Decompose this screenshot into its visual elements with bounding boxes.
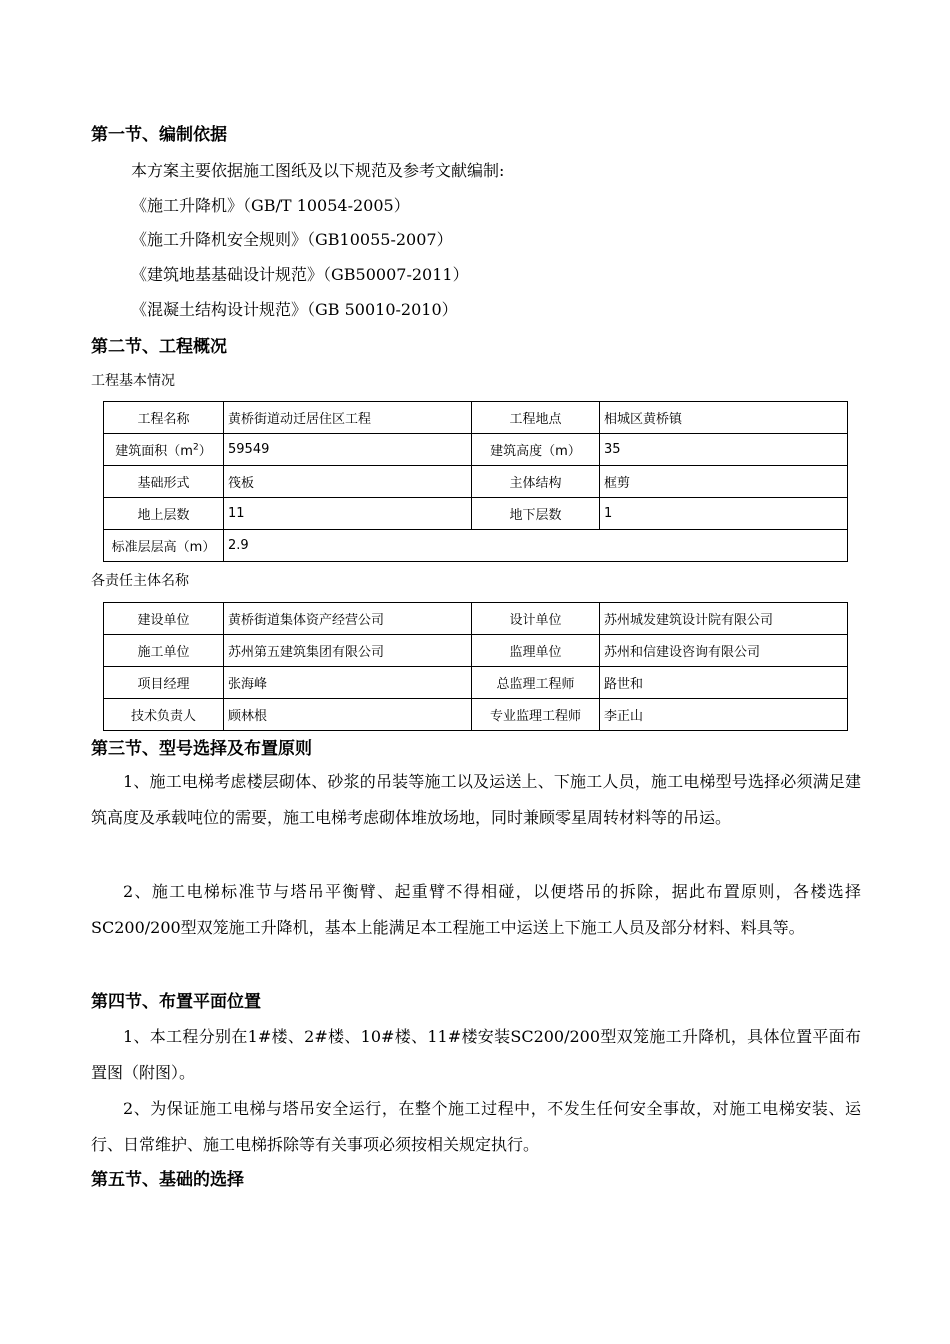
table-cell-value: 2.9 (224, 530, 848, 562)
table-cell-value: 苏州城发建筑设计院有限公司 (600, 603, 848, 635)
table-cell-value: 路世和 (600, 667, 848, 699)
table-cell-label: 专业监理工程师 (472, 699, 600, 731)
table-cell-label (104, 434, 224, 466)
table-cell-value: 框剪 (600, 466, 848, 498)
section-4-paragraph-1: 1、本工程分别在1#楼、2#楼、10#楼、11#楼安装SC200/200型双笼施工升降机，具体位置平面布置图（附图）。 (91, 1027, 861, 1082)
section-1-title: 第一节、编制依据 (91, 125, 227, 145)
table-row (104, 466, 848, 498)
area-label-superscript: 2 (192, 442, 199, 453)
table-row (104, 498, 848, 530)
table-cell-label: 监理单位 (472, 635, 600, 667)
table-row (104, 434, 848, 466)
table-cell-value: 顾林根 (224, 699, 472, 731)
table-cell-label: 技术负责人 (104, 699, 224, 731)
table-row (104, 699, 848, 731)
area-label-close: ） (198, 444, 212, 459)
section-3-paragraph-2: 2、施工电梯标准节与塔吊平衡臂、起重臂不得相碰，以便塔吊的拆除，据此布置原则，各楼选择SC200/200型双笼施工升降机，基本上能满足本工程施工中运送上下施工人员及部分材料、料具等。 (91, 882, 861, 937)
table-cell-label: 基础形式 (104, 466, 224, 498)
table-cell-value: 59549 (224, 434, 472, 466)
table-cell-value: 黄桥街道集体资产经营公司 (224, 603, 472, 635)
section-5-title: 第五节、基础的选择 (91, 1170, 244, 1190)
table-cell-value: 李正山 (600, 699, 848, 731)
table-row (104, 530, 848, 562)
table-cell-label: 地下层数 (472, 498, 600, 530)
table-cell-value: 苏州第五建筑集团有限公司 (224, 635, 472, 667)
reference-item: 《施工升降机安全规则》（GB10055-2007） (131, 230, 453, 249)
section-4-paragraph-2: 2、为保证施工电梯与塔吊安全运行，在整个施工过程中，不发生任何安全事故，对施工电梯安装、运行、日常维护、施工电梯拆除等有关事项必须按相关规定执行。 (91, 1099, 861, 1154)
table-cell-label: 建设单位 (104, 603, 224, 635)
table-cell-value: 相城区黄桥镇 (600, 402, 848, 434)
table-cell-label: 工程名称 (104, 402, 224, 434)
area-label-text: 建筑面积（m (115, 444, 193, 459)
section-2-title: 第二节、工程概况 (91, 337, 227, 357)
table-cell-label: 地上层数 (104, 498, 224, 530)
table-cell-label: 项目经理 (104, 667, 224, 699)
table-cell-label: 建筑高度（m） (472, 434, 600, 466)
table-row (104, 635, 848, 667)
responsibility-caption: 各责任主体名称 (91, 573, 189, 589)
basic-info-table (103, 401, 848, 562)
table-row (104, 402, 848, 434)
reference-item: 《混凝土结构设计规范》（GB 50010-2010） (131, 300, 458, 319)
table-cell-value: 黄桥街道动迁居住区工程 (224, 402, 472, 434)
table-cell-label: 工程地点 (472, 402, 600, 434)
table-cell-value: 张海峰 (224, 667, 472, 699)
table-cell-value: 11 (224, 498, 472, 530)
reference-item: 《施工升降机》（GB/T 10054-2005） (131, 196, 410, 215)
section-3-title: 第三节、型号选择及布置原则 (91, 739, 312, 759)
section-3-paragraph-1: 1、施工电梯考虑楼层砌体、砂浆的吊装等施工以及运送上、下施工人员，施工电梯型号选择必须满足建筑高度及承载吨位的需要，施工电梯考虑砌体堆放场地，同时兼顾零星周转材料等的吊运。 (91, 772, 861, 827)
basic-info-caption: 工程基本情况 (91, 373, 175, 389)
table-cell-label: 总监理工程师 (472, 667, 600, 699)
table-row (104, 603, 848, 635)
table-cell-value: 35 (600, 434, 848, 466)
table-cell-value: 苏州和信建设咨询有限公司 (600, 635, 848, 667)
section-4-title: 第四节、布置平面位置 (91, 992, 261, 1012)
table-row (104, 667, 848, 699)
responsibility-table (103, 602, 848, 731)
table-cell-value: 筏板 (224, 466, 472, 498)
table-cell-label: 主体结构 (472, 466, 600, 498)
section-1-intro: 本方案主要依据施工图纸及以下规范及参考文献编制: (131, 161, 505, 180)
table-cell-value: 1 (600, 498, 848, 530)
reference-item: 《建筑地基基础设计规范》（GB50007-2011） (131, 265, 469, 284)
table-cell-label: 施工单位 (104, 635, 224, 667)
table-cell-label: 设计单位 (472, 603, 600, 635)
table-cell-label: 标准层层高（m） (104, 530, 224, 562)
